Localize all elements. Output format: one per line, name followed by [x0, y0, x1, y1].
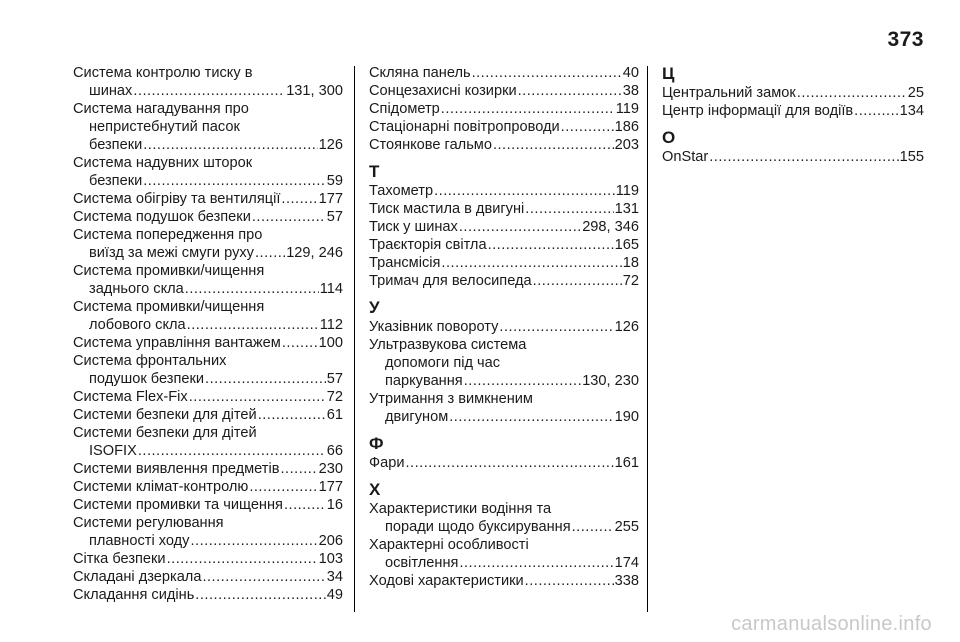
dot-leader	[187, 316, 319, 334]
index-entry[interactable]	[369, 136, 639, 154]
index-page-ref[interactable]: 49	[326, 587, 343, 603]
index-entry-text: безпеки	[89, 173, 143, 189]
index-entry-text: Система нагадування про	[73, 101, 249, 117]
index-entry-text: двигуном	[385, 409, 449, 425]
index-entry[interactable]	[73, 478, 343, 496]
index-entry[interactable]	[73, 514, 343, 550]
index-column-2	[369, 64, 639, 590]
index-entry-text: Система управління вантажем	[73, 335, 281, 351]
index-page-ref[interactable]: 16	[326, 497, 343, 513]
dot-leader	[499, 318, 613, 336]
index-entry[interactable]	[369, 100, 639, 118]
page-number: 373	[887, 28, 924, 51]
index-entry[interactable]	[73, 190, 343, 208]
index-entry-text: Характерні особливості	[369, 537, 529, 553]
index-entry-text: Стоянкове гальмо	[369, 137, 492, 153]
index-entry[interactable]	[73, 154, 343, 190]
index-entry[interactable]	[73, 568, 343, 586]
index-entry-text: виїзд за межі смуги руху	[89, 245, 254, 261]
index-page-ref[interactable]: 129, 246	[286, 245, 343, 261]
index-entry[interactable]	[662, 84, 924, 102]
index-letter-heading: Х	[369, 480, 381, 499]
index-page-ref[interactable]: 40	[622, 65, 639, 81]
index-entry[interactable]	[73, 352, 343, 388]
index-entry-text: Система фронтальних	[73, 353, 227, 369]
index-entry-text: Скляна панель	[369, 65, 471, 81]
index-entry[interactable]	[73, 64, 343, 100]
index-page-ref[interactable]: 72	[326, 389, 343, 405]
index-page-ref[interactable]: 131	[614, 201, 639, 217]
index-page-ref[interactable]: 203	[614, 137, 639, 153]
index-entry[interactable]	[369, 336, 639, 390]
dot-leader	[449, 408, 613, 426]
index-entry-text: заднього скла	[89, 281, 184, 297]
index-page-ref[interactable]: 25	[907, 85, 924, 101]
index-entry-text: Система надувних шторок	[73, 155, 253, 171]
dot-leader	[459, 554, 613, 572]
index-entry[interactable]	[369, 454, 639, 472]
index-letter-heading: Ц	[662, 64, 675, 83]
dot-leader	[533, 272, 622, 290]
index-entry[interactable]	[369, 318, 639, 336]
index-entry-text: Стаціонарні повітропроводи	[369, 119, 560, 135]
dot-leader	[459, 218, 581, 236]
dot-leader	[561, 118, 614, 136]
index-entry-text: поради щодо буксирування	[385, 519, 571, 535]
index-page-ref[interactable]: 174	[614, 555, 639, 571]
index-entry[interactable]	[73, 460, 343, 478]
index-page-ref[interactable]: 72	[622, 273, 639, 289]
index-entry-text: Ходові характеристики	[369, 573, 524, 589]
dot-leader	[434, 182, 615, 200]
index-page-ref[interactable]: 34	[326, 569, 343, 585]
dot-leader	[525, 572, 614, 590]
dot-leader	[190, 532, 317, 550]
index-entry-text: Тиск у шинах	[369, 219, 458, 235]
index-entry-text: Системи виявлення предметів	[73, 461, 280, 477]
index-entry[interactable]	[369, 536, 639, 572]
index-entry-text: Система подушок безпеки	[73, 209, 251, 225]
index-page-ref[interactable]: 103	[318, 551, 343, 567]
index-entry[interactable]	[369, 500, 639, 536]
index-letter-heading: Т	[369, 162, 380, 181]
index-entry-text: шинах	[89, 83, 133, 99]
dot-leader	[258, 406, 326, 424]
index-entry[interactable]	[73, 226, 343, 262]
index-page-ref[interactable]: 338	[614, 573, 639, 589]
index-entry-text: Утримання з вимкненим	[369, 391, 533, 407]
index-entry-text: Системи промивки та чищення	[73, 497, 283, 513]
index-page-ref[interactable]: 57	[326, 209, 343, 225]
index-entry-text: Системи безпеки для дітей	[73, 407, 257, 423]
index-page-ref[interactable]: 59	[326, 173, 343, 189]
index-entry[interactable]	[662, 148, 924, 166]
index-entry-text: Система контролю тиску в	[73, 65, 253, 81]
dot-leader	[281, 190, 317, 208]
dot-leader	[525, 200, 613, 218]
index-page-ref[interactable]: 177	[318, 191, 343, 207]
index-entry[interactable]	[369, 272, 639, 290]
index-entry-text: Сонцезахисні козирки	[369, 83, 517, 99]
watermark-text: carmanualsonline.info	[731, 613, 932, 635]
index-entry[interactable]	[369, 118, 639, 136]
index-entry-text: Система промивки/чищення	[73, 263, 265, 279]
index-entry[interactable]	[73, 334, 343, 352]
index-entry-text: Система промивки/чищення	[73, 299, 265, 315]
index-entry[interactable]	[369, 390, 639, 426]
dot-leader	[572, 518, 614, 536]
index-entry-text: Центральний замок	[662, 85, 796, 101]
index-entry[interactable]	[369, 64, 639, 82]
index-entry[interactable]	[73, 100, 343, 154]
index-letter-heading: O	[662, 128, 676, 147]
dot-leader	[488, 236, 614, 254]
index-page-ref[interactable]: 61	[326, 407, 343, 423]
column-divider	[647, 66, 648, 612]
dot-leader	[255, 244, 285, 262]
dot-leader	[280, 460, 317, 478]
index-page-ref[interactable]: 186	[614, 119, 639, 135]
index-column-1	[73, 64, 343, 604]
index-page-ref[interactable]: 177	[318, 479, 343, 495]
index-page-ref[interactable]: 66	[326, 443, 343, 459]
index-entry[interactable]	[369, 82, 639, 100]
index-entry-text: Указівник повороту	[369, 319, 499, 335]
index-entry[interactable]	[73, 424, 343, 460]
index-entry[interactable]	[73, 496, 343, 514]
index-page-ref[interactable]: 38	[622, 83, 639, 99]
index-entry-text: допомоги під час	[385, 355, 501, 371]
index-page-ref[interactable]: 119	[615, 183, 639, 199]
index-entry-text: Траєкторія світла	[369, 237, 487, 253]
dot-leader	[282, 334, 318, 352]
index-entry-text: OnStar	[662, 149, 709, 165]
index-entry[interactable]	[369, 218, 639, 236]
index-entry-text: Тиск мастила в двигуні	[369, 201, 525, 217]
index-entry-text: Тримач для велосипеда	[369, 273, 532, 289]
dot-leader	[133, 82, 285, 100]
index-entry-text: Трансмісія	[369, 255, 441, 271]
index-page-ref[interactable]: 165	[614, 237, 639, 253]
index-entry-text: Центр інформації для водіїв	[662, 103, 854, 119]
index-entry-text: ISOFIX	[89, 443, 137, 459]
index-entry[interactable]	[73, 550, 343, 568]
index-entry[interactable]	[662, 102, 924, 120]
dot-leader	[472, 64, 622, 82]
index-entry-text: Характеристики водіння та	[369, 501, 552, 517]
index-entry[interactable]	[369, 200, 639, 218]
index-page-ref[interactable]: 131, 300	[286, 83, 343, 99]
index-entry-text: лобового скла	[89, 317, 186, 333]
index-entry-text: Складані дзеркала	[73, 569, 202, 585]
index-entry-text: плавності ходу	[89, 533, 190, 549]
index-entry-text: Система обігріву та вентиляції	[73, 191, 281, 207]
dot-leader	[205, 370, 326, 388]
index-entry-text: безпеки	[89, 137, 143, 153]
index-entry-text: Система Flex-Fix	[73, 389, 188, 405]
dot-leader	[709, 148, 898, 166]
index-page-ref[interactable]: 119	[615, 101, 639, 117]
index-entry-text: Сітка безпеки	[73, 551, 166, 567]
index-entry-text: освітлення	[385, 555, 459, 571]
dot-leader	[854, 102, 898, 120]
index-entry[interactable]	[369, 254, 639, 272]
index-page-ref[interactable]: 126	[318, 137, 343, 153]
dot-leader	[464, 372, 581, 390]
index-entry-text: Спідометр	[369, 101, 440, 117]
dot-leader	[493, 136, 614, 154]
dot-leader	[441, 100, 615, 118]
index-entry-text: Системи клімат-контролю	[73, 479, 249, 495]
index-page-ref[interactable]: 255	[614, 519, 639, 535]
index-page-ref[interactable]: 206	[318, 533, 343, 549]
index-entry[interactable]	[369, 236, 639, 254]
index-page-ref[interactable]: 230	[318, 461, 343, 477]
index-page-ref[interactable]: 161	[614, 455, 639, 471]
index-page-ref[interactable]: 126	[614, 319, 639, 335]
index-entry-text: Ультразвукова система	[369, 337, 527, 353]
dot-leader	[189, 388, 326, 406]
dot-leader	[138, 442, 326, 460]
index-entry-text: паркування	[385, 373, 463, 389]
index-column-3	[662, 64, 924, 166]
index-page-ref[interactable]: 100	[318, 335, 343, 351]
index-letter-heading: У	[369, 298, 380, 317]
index-entry[interactable]	[369, 182, 639, 200]
dot-leader	[518, 82, 622, 100]
index-page-ref[interactable]: 114	[319, 281, 343, 297]
index-entry[interactable]	[73, 208, 343, 226]
dot-leader	[252, 208, 326, 226]
index-letter-heading: Ф	[369, 434, 384, 453]
dot-leader	[441, 254, 621, 272]
index-entry-text: Фари	[369, 455, 405, 471]
dot-leader	[797, 84, 907, 102]
dot-leader	[202, 568, 325, 586]
dot-leader	[405, 454, 613, 472]
index-entry[interactable]	[73, 586, 343, 604]
index-entry-text: непристебнутий пасок	[89, 119, 240, 135]
index-entry[interactable]	[73, 406, 343, 424]
dot-leader	[195, 586, 325, 604]
index-page-ref[interactable]: 57	[326, 371, 343, 387]
dot-leader	[249, 478, 317, 496]
index-entry[interactable]	[73, 298, 343, 334]
index-entry[interactable]	[73, 262, 343, 298]
dot-leader	[167, 550, 318, 568]
dot-leader	[185, 280, 319, 298]
index-page-ref[interactable]: 18	[622, 255, 639, 271]
index-page-ref[interactable]: 190	[614, 409, 639, 425]
dot-leader	[284, 496, 326, 514]
index-entry-text: Системи безпеки для дітей	[73, 425, 257, 441]
index-page-ref[interactable]: 298, 346	[582, 219, 639, 235]
dot-leader	[143, 136, 317, 154]
column-divider	[354, 66, 355, 612]
index-entry-text: Тахометр	[369, 183, 434, 199]
index-entry-text: Системи регулювання	[73, 515, 224, 531]
dot-leader	[143, 172, 326, 190]
index-page-ref[interactable]: 130, 230	[582, 373, 639, 389]
index-page-ref[interactable]: 134	[899, 103, 924, 119]
index-entry[interactable]	[73, 388, 343, 406]
index-page-ref[interactable]: 155	[899, 149, 924, 165]
index-entry-text: Система попередження про	[73, 227, 263, 243]
index-page-ref[interactable]: 112	[319, 317, 343, 333]
index-entry[interactable]	[369, 572, 639, 590]
index-entry-text: Складання сидінь	[73, 587, 195, 603]
index-entry-text: подушок безпеки	[89, 371, 205, 387]
